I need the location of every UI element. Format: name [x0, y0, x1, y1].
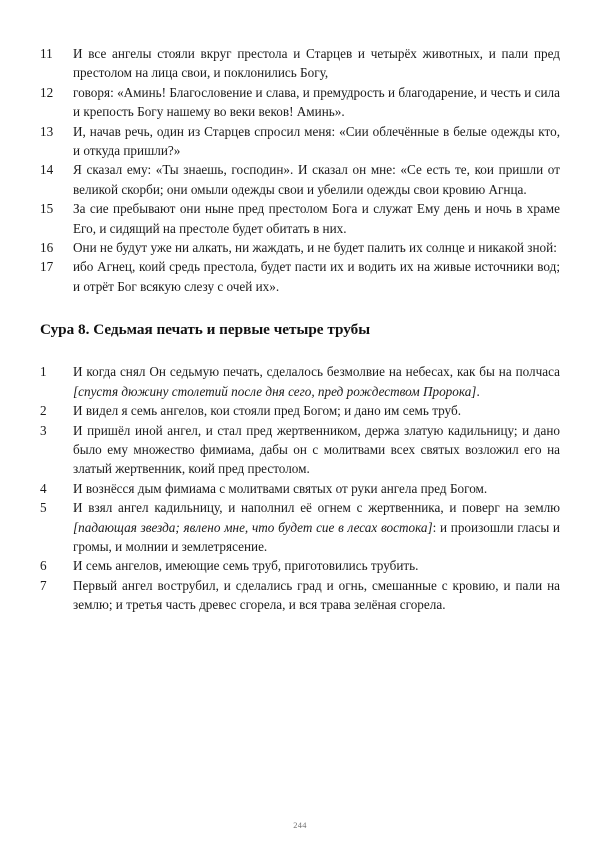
verse-text: И все ангелы стояли вкруг престола и Старцев и четырёх животных, и пали пред престолом на лица свои, и поклонились Богу, [73, 46, 560, 81]
verse-text: Я сказал ему: «Ты знаешь, господин». И сказал он мне: «Се есть те, кои пришли от великой скорби; они омыли одежды свои и убелили одежды свои кровию Агнца. [73, 162, 560, 197]
verse-number: 3 [40, 422, 47, 438]
verse-text: И видел я семь ангелов, кои стояли пред Богом; и дано им семь труб. [73, 403, 461, 419]
verse-row [40, 160, 560, 199]
verse-number: 4 [40, 480, 47, 496]
verse-text: И пришёл иной ангел, и стал пред жертвенником, держа златую кадильницу; и дано было ему множество фимиама, дабы он с молитвами всех святых возложил его на златый жертвенник, коий пред престолом. [73, 422, 560, 477]
verse-text: И, начав речь, один из Старцев спросил меня: «Сии облечённые в белые одежды кто, и откуда пришли?» [73, 123, 560, 159]
verse-row [40, 479, 560, 498]
section-heading: Сура 8. Седьмая печать и первые четыре трубы [40, 321, 371, 339]
verse-number: 14 [40, 162, 54, 178]
verse-text [73, 362, 560, 401]
verse-row [40, 257, 560, 296]
verse-row [40, 199, 560, 238]
verse-row [40, 83, 560, 122]
verse-number: 17 [40, 259, 54, 275]
verse-number: 7 [40, 577, 47, 593]
verse-row [40, 421, 560, 479]
verse-row [40, 122, 560, 161]
verse-gloss-italic: [спустя дюжину столетий после дня сего, пред рождеством Пророка] [73, 383, 477, 399]
verse-number: 2 [40, 403, 47, 419]
verse-row [40, 401, 560, 420]
verse-text: За сие пребывают они ныне пред престолом Бога и служат Ему день и ночь в храме Его, и сидящий на престоле будет обитать в них. [73, 201, 560, 236]
page-number: 244 [293, 821, 307, 830]
verse-row [40, 44, 560, 83]
verse-text: Первый ангел вострубил, и сделались град и огнь, смешанные с кровию, и пали на землю; и третья часть древес сгорела, и вся трава зелёная сгорела. [73, 577, 560, 613]
verse-number: 15 [40, 201, 54, 217]
verse-row [40, 238, 560, 257]
verse-number: 16 [40, 240, 54, 256]
verse-text-segment: И когда снял Он седьмую печать, сделалось безмолвие на небесах, как бы на полчаса [73, 364, 560, 380]
verse-number: 5 [40, 500, 47, 516]
verse-row [40, 498, 560, 556]
verse-text-segment: И взял ангел кадильницу, и наполнил её огнем с жертвенника, и поверг на землю [73, 500, 560, 516]
verse-number: 1 [40, 364, 47, 380]
verse-text-segment: . [476, 383, 480, 399]
verse-number: 6 [40, 558, 47, 574]
verse-gloss-italic: [падающая звезда; явлено мне, что будет сие в лесах востока] [73, 519, 433, 535]
verse-text: говоря: «Аминь! Благословение и слава, и премудрость и благодарение, и честь и сила и крепость Богу нашему во веки веков! Аминь». [73, 84, 560, 120]
verse-row [40, 362, 560, 401]
page-body-column [40, 44, 560, 615]
verse-text: И семь ангелов, имеющие семь труб, приготовились трубить. [73, 558, 419, 574]
verse-number: 13 [40, 123, 54, 139]
verse-text: ибо Агнец, коий средь престола, будет пасти их и водить их на живые источники вод; и отрёт Бог всякую слезу с очей их». [73, 259, 560, 294]
verse-text: И вознёсся дым фимиама с молитвами святых от руки ангела пред Богом. [73, 480, 488, 496]
verse-text: Они не будут уже ни алкать, ни жаждать, и не будет палить их солнце и никакой зной: [73, 240, 557, 256]
verse-number: 11 [40, 46, 53, 61]
verse-number: 12 [40, 84, 54, 100]
verse-row [40, 576, 560, 615]
verse-text [73, 498, 560, 556]
verse-row [40, 556, 560, 575]
verse-text-segment: : и произошли гласы и громы, и молнии и землетрясение. [73, 519, 560, 554]
